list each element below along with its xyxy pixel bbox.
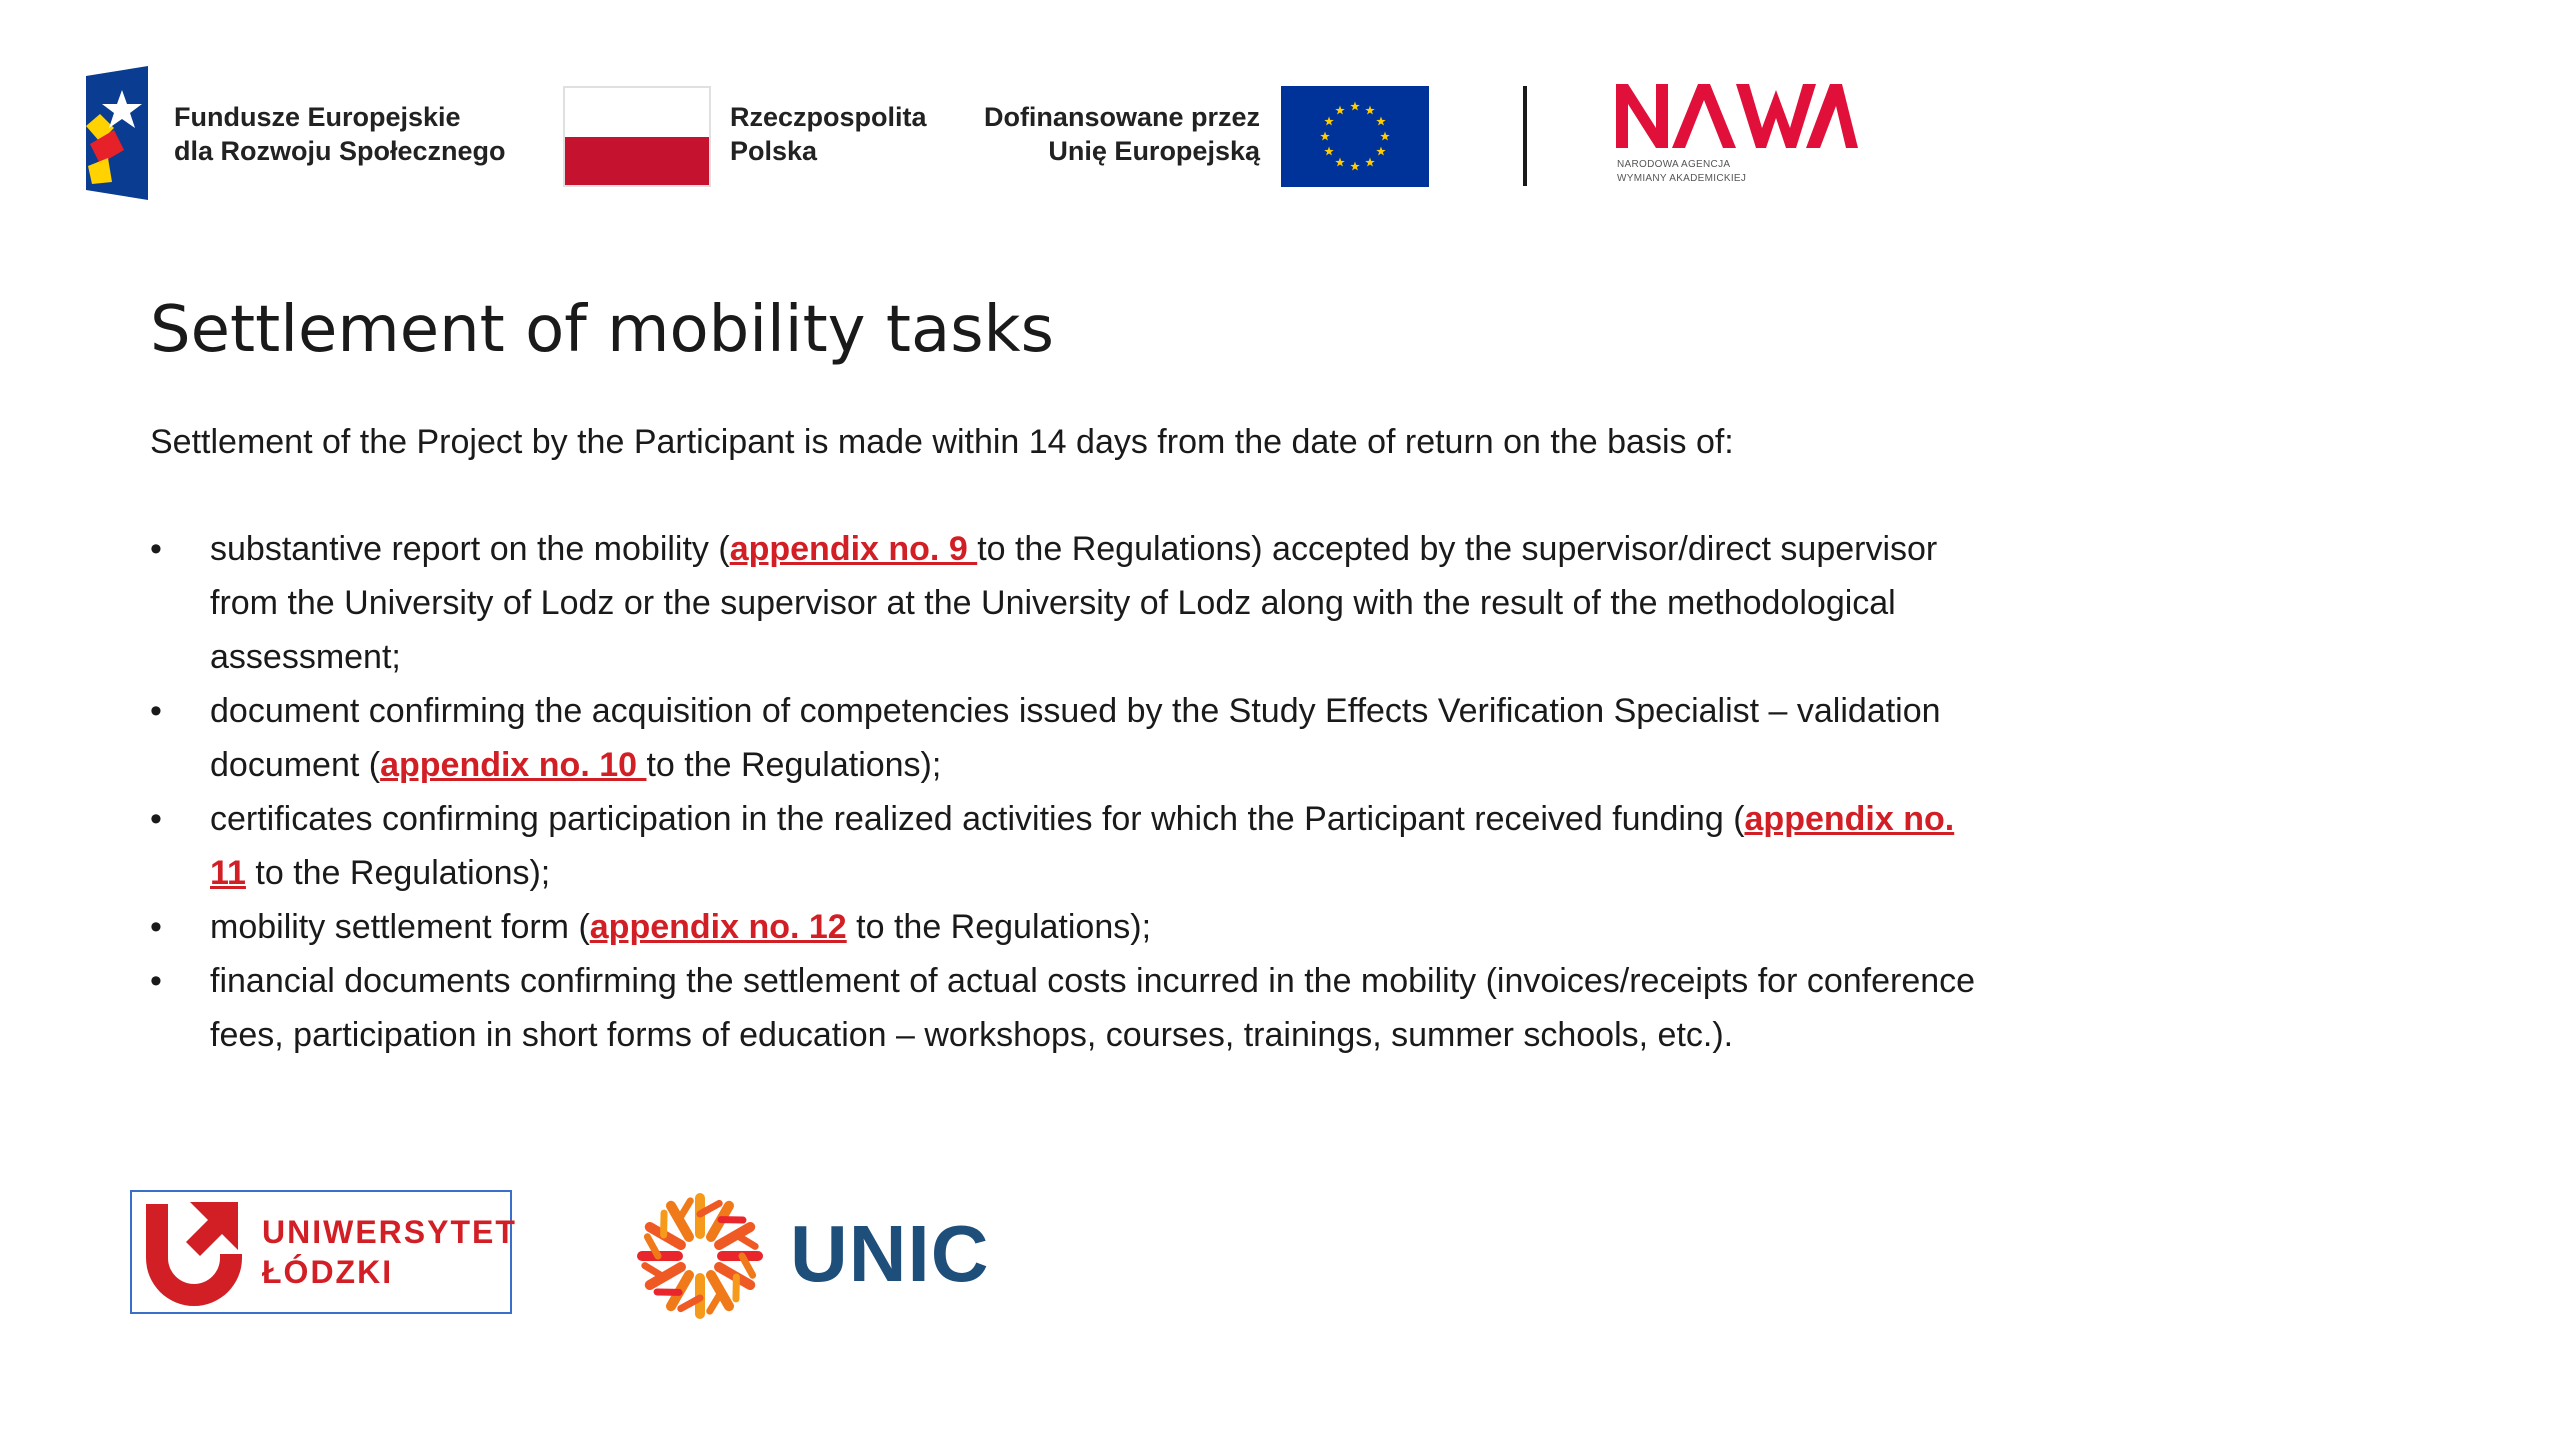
eu-star-icon <box>1324 117 1334 126</box>
eu-star-icon <box>1365 106 1375 115</box>
eu-star-icon <box>1324 147 1334 156</box>
appendix-9-link[interactable]: appendix no. 9 <box>729 530 978 568</box>
list-item <box>150 684 1980 792</box>
appendix-11-link[interactable]: appendix no. 11 <box>210 800 1955 892</box>
intro-text: Settlement of the Project by the Participant is made within 14 days from the date of return on the basis of: <box>150 423 1734 461</box>
eu-star-icon <box>1376 117 1386 126</box>
eu-star-icon <box>1335 157 1345 166</box>
european-funds-logo-icon <box>86 66 158 200</box>
bullet-icon: • <box>150 530 162 568</box>
university-name: UNIWERSYTET ŁÓDZKI <box>262 1214 517 1290</box>
item-text-after: to the Regulations); <box>846 908 1152 946</box>
sunburst-branch <box>736 1235 755 1246</box>
item-text-after: to the Regulations) accepted by the supervisor/direct supervisor from the University of Lodz or the supervisor at the University of Lodz along with the result of the methodological assessment; <box>210 530 1938 676</box>
appendix-10-link[interactable]: appendix no. 10 <box>380 746 647 784</box>
nawa-logo <box>1616 84 1858 148</box>
university-arrow-icon <box>138 1196 248 1312</box>
eu-star-icon <box>1380 132 1390 141</box>
eu-flag-icon <box>1281 86 1429 187</box>
bullet-icon: • <box>150 692 162 730</box>
university-of-lodz-logo <box>130 1190 517 1314</box>
item-text-after: to the Regulations); <box>245 854 551 892</box>
item-text-before: certificates confirming participation in the realized activities for which the Participant received funding ( <box>210 800 1745 838</box>
poland-flag-icon <box>563 86 711 187</box>
item-text-before: substantive report on the mobility ( <box>210 530 730 568</box>
item-text-before: mobility settlement form ( <box>210 908 590 946</box>
requirements-list <box>150 522 1980 1062</box>
eu-star-icon <box>1350 162 1360 171</box>
sunburst-branch <box>645 1266 664 1277</box>
header-divider <box>1523 86 1527 186</box>
eu-star-icon <box>1320 132 1330 141</box>
eu-star-icon <box>1335 106 1345 115</box>
eu-star-icon <box>1365 157 1375 166</box>
poland-label: Rzeczpospolita Polska <box>730 102 927 166</box>
sunburst-branch <box>679 1201 690 1220</box>
eu-star-icon <box>1376 147 1386 156</box>
list-item <box>150 900 1980 954</box>
sunburst-branch <box>710 1292 721 1311</box>
list-item <box>150 522 1980 684</box>
european-funds-label: Fundusze Europejskie dla Rozwoju Społecznego <box>174 102 506 166</box>
page-title: Settlement of mobility tasks <box>150 293 1054 367</box>
list-item <box>150 792 1980 900</box>
nawa-subtitle: NARODOWA AGENCJA WYMIANY AKADEMICKIEJ <box>1617 159 1747 184</box>
eu-star-icon <box>1350 102 1360 111</box>
appendix-12-link[interactable]: appendix no. 12 <box>589 908 847 946</box>
unic-name: UNIC <box>790 1209 990 1298</box>
eu-funding-label: Dofinansowane przez Unię Europejską <box>983 102 1260 166</box>
bullet-icon: • <box>150 962 162 1000</box>
item-text-after: to the Regulations); <box>646 746 942 784</box>
bullet-icon: • <box>150 908 162 946</box>
list-item <box>150 954 1980 1062</box>
unic-sunburst-icon <box>630 1186 770 1326</box>
item-text-before: document confirming the acquisition of competencies issued by the Study Effects Verification Specialist – validation document ( <box>210 692 1941 784</box>
item-text-before: financial documents confirming the settlement of actual costs incurred in the mobility (invoices/receipts for conference fees, participation in short forms of education – workshops, courses, trainings, summer schools, etc.). <box>210 962 1976 1054</box>
bullet-icon: • <box>150 800 162 838</box>
